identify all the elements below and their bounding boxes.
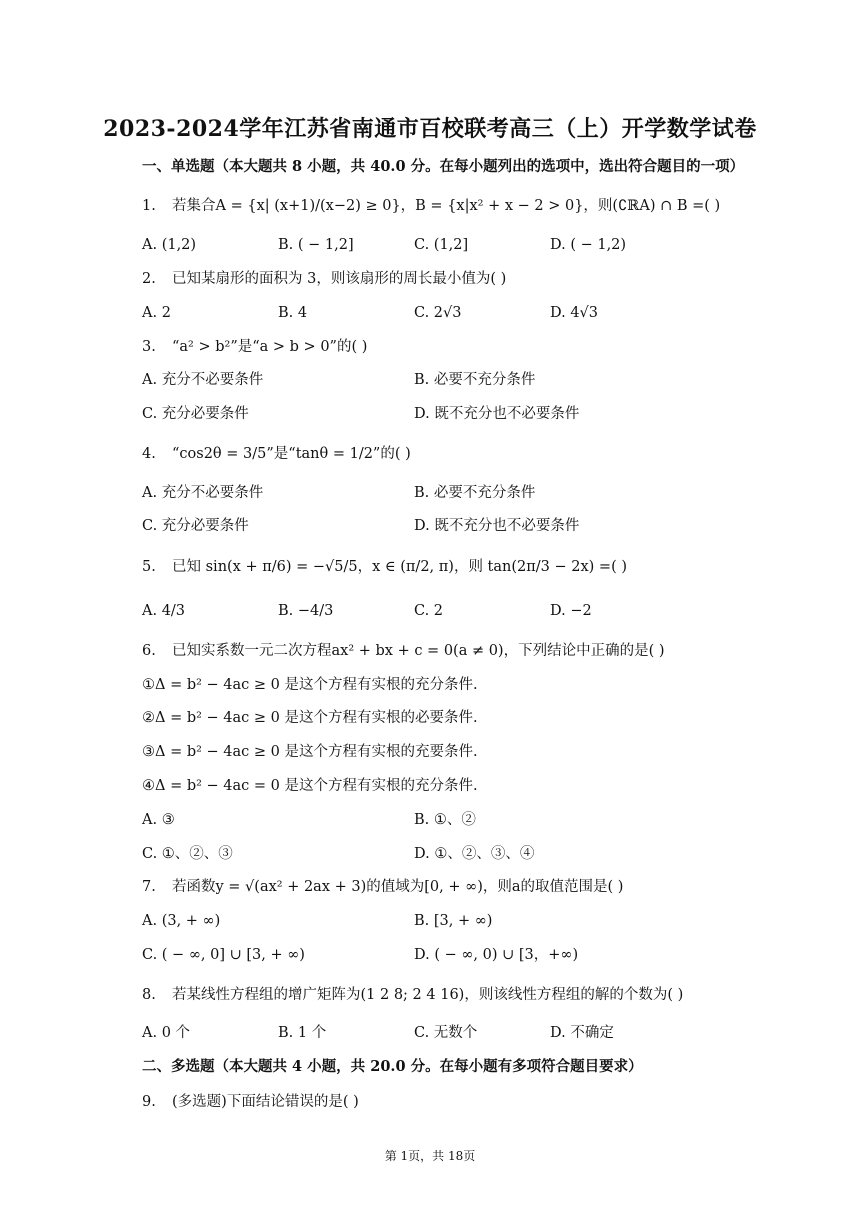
page-title: 2023-2024学年江苏省南通市百校联考高三（上）开学数学试卷 [103,116,757,142]
question-3 [142,336,367,358]
question-4 [142,443,411,465]
question-number: 2. [142,271,156,287]
question-number: 9. [142,1094,156,1110]
option-c: C. ( − ∞, 0] ∪ [3, + ∞) [142,947,305,963]
question-text: “a² > b²”是“a > b > 0”的( ) [172,339,368,355]
question-number: 6. [142,643,156,659]
option-a: A. 充分不必要条件 [142,372,264,388]
question-text: 已知某扇形的面积为 3，则该扇形的周长最小值为( ) [172,271,507,287]
option-a: A. (1,2) [142,237,197,253]
option-d: D. 不确定 [550,1025,614,1041]
option-d: D. 既不充分也不必要条件 [414,518,580,534]
question-5 [142,556,627,578]
question-text: 若函数y = √(ax² + 2ax + 3)的值域为[0, + ∞)，则a的取值范围是( ) [172,879,624,895]
question-number: 4. [142,446,156,462]
option-d: D. ( − ∞, 0) ∪ [3，+∞) [414,947,579,963]
statement-3: ③Δ = b² − 4ac ≥ 0 是这个方程有实根的充要条件. [142,744,478,760]
question-text: 若集合A = {x| (x+1)/(x−2) ≥ 0}，B = {x|x² + x − 2 > 0}，则(∁ℝA) ∩ B =( ) [172,198,721,214]
option-c: C. ①、②、③ [142,846,233,862]
section-heading: 一、单选题（本大题共 8 小题，共 40.0 分。在每小题列出的选项中，选出符合题目的一项） [142,158,745,175]
question-number: 7. [142,879,156,895]
question-9 [142,1091,359,1113]
option-b: B. 4 [278,305,308,321]
question-8 [142,984,683,1006]
statement-1: ①Δ = b² − 4ac ≥ 0 是这个方程有实根的充分条件. [142,677,478,693]
option-a: A. 2 [142,305,171,321]
question-text: (多选题)下面结论错误的是( ) [172,1094,359,1110]
option-a: A. 4/3 [142,603,186,619]
question-6 [142,640,665,662]
question-number: 5. [142,559,156,575]
question-2 [142,268,506,290]
option-b: B. −4/3 [278,603,334,619]
question-text: 已知实系数一元二次方程ax² + bx + c = 0(a ≠ 0)，下列结论中正确的是( ) [172,643,665,659]
question-1 [142,195,720,217]
page-footer: 第 1页，共 18页 [384,1149,476,1163]
option-b: B. 必要不充分条件 [414,485,536,501]
option-c: C. (1,2] [414,237,469,253]
option-c: C. 2√3 [414,305,462,321]
question-number: 8. [142,987,156,1003]
question-text: “cos2θ = 3/5”是“tanθ = 1/2”的( ) [172,446,411,462]
option-d: D. 4√3 [550,305,599,321]
option-c: C. 2 [414,603,444,619]
option-b: B. 必要不充分条件 [414,372,536,388]
question-7 [142,876,623,898]
question-number: 1. [142,198,156,214]
option-a: A. (3, + ∞) [142,913,221,929]
option-b: B. ①、② [414,812,476,828]
option-b: B. 1 个 [278,1025,327,1041]
option-c: C. 充分必要条件 [142,406,249,422]
option-a: A. ③ [142,812,175,828]
option-d: D. 既不充分也不必要条件 [414,406,580,422]
option-a: A. 0 个 [142,1025,191,1041]
question-number: 3. [142,339,156,355]
statement-2: ②Δ = b² − 4ac ≥ 0 是这个方程有实根的必要条件. [142,710,478,726]
option-d: D. −2 [550,603,592,619]
statement-4: ④Δ = b² − 4ac = 0 是这个方程有实根的充分条件. [142,778,478,794]
option-b: B. [3, + ∞) [414,913,493,929]
option-b: B. ( − 1,2] [278,237,354,253]
question-text: 若某线性方程组的增广矩阵为(1 2 8; 2 4 16)，则该线性方程组的解的个数为( ) [172,987,684,1003]
question-text: 已知 sin(x + π/6) = −√5/5，x ∈ (π/2, π)，则 tan(2π/3 − 2x) =( ) [172,559,628,575]
option-a: A. 充分不必要条件 [142,485,264,501]
option-c: C. 充分必要条件 [142,518,249,534]
option-d: D. ( − 1,2) [550,237,627,253]
option-c: C. 无数个 [414,1025,478,1041]
option-d: D. ①、②、③、④ [414,846,535,862]
section-heading: 二、多选题（本大题共 4 小题，共 20.0 分。在每小题有多项符合题目要求） [142,1058,643,1075]
